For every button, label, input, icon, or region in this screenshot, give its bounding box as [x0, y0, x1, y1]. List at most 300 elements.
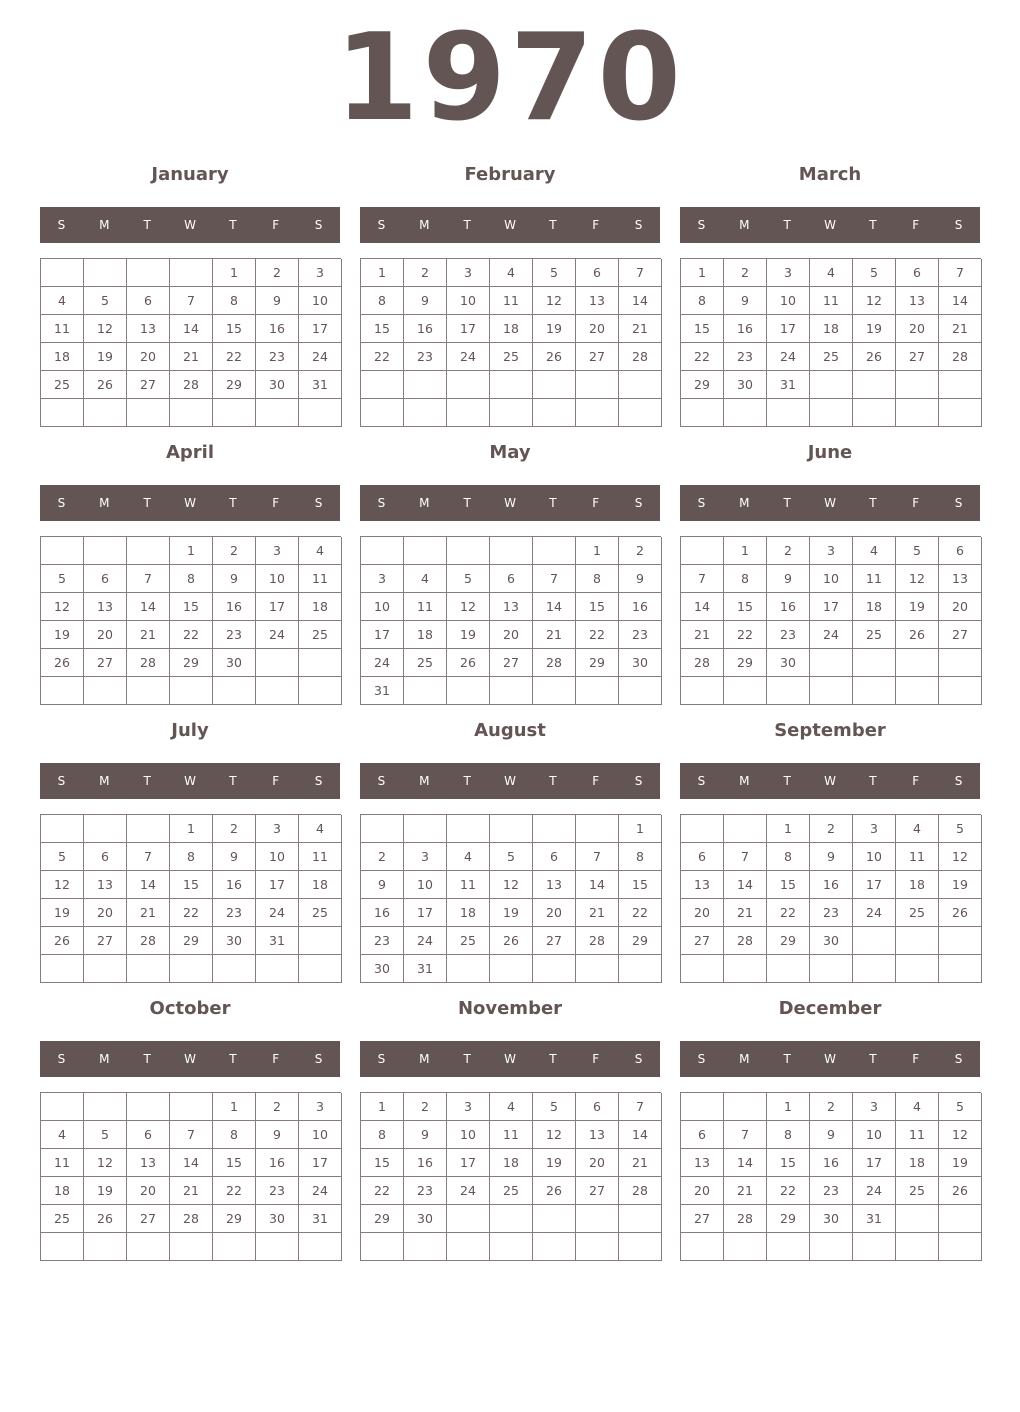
day-cell: 8	[213, 1121, 256, 1149]
weekday-label: S	[57, 218, 66, 232]
day-cell: 8	[681, 287, 724, 315]
day-cell: 6	[896, 259, 939, 287]
day-cell	[447, 677, 490, 705]
day-cell: 17	[404, 899, 447, 927]
day-cell: 22	[767, 899, 810, 927]
day-cell	[810, 677, 853, 705]
day-cell: 7	[576, 843, 619, 871]
day-cell	[681, 1093, 724, 1121]
day-cell: 2	[256, 259, 299, 287]
weekday-label: T	[783, 496, 791, 510]
weekday-header	[40, 207, 340, 243]
day-cell: 18	[404, 621, 447, 649]
day-cell	[939, 677, 982, 705]
weekday-header	[40, 485, 340, 521]
year-title: 1970	[335, 9, 685, 148]
day-cell: 14	[939, 287, 982, 315]
day-cell: 29	[213, 1205, 256, 1233]
day-cell: 20	[84, 621, 127, 649]
day-cell: 29	[619, 927, 662, 955]
day-cell	[681, 537, 724, 565]
day-cell: 29	[213, 371, 256, 399]
day-cell: 25	[404, 649, 447, 677]
day-cell: 31	[853, 1205, 896, 1233]
day-cell: 24	[767, 343, 810, 371]
day-cell: 1	[170, 537, 213, 565]
weekday-label: T	[143, 218, 151, 232]
day-cell	[896, 955, 939, 983]
day-cell: 11	[490, 287, 533, 315]
day-cell: 16	[619, 593, 662, 621]
day-cell: 22	[361, 343, 404, 371]
weekday-label: T	[229, 218, 237, 232]
weekday-label: S	[954, 496, 963, 510]
day-cell: 30	[619, 649, 662, 677]
day-cell: 27	[127, 1205, 170, 1233]
day-cell: 30	[213, 649, 256, 677]
day-cell	[299, 399, 342, 427]
day-grid	[360, 814, 661, 983]
day-cell: 4	[41, 287, 84, 315]
day-cell: 18	[41, 343, 84, 371]
day-cell: 6	[84, 843, 127, 871]
day-cell: 27	[490, 649, 533, 677]
day-cell	[533, 815, 576, 843]
day-cell: 21	[724, 899, 767, 927]
day-cell	[84, 399, 127, 427]
day-cell: 17	[361, 621, 404, 649]
day-cell	[127, 399, 170, 427]
day-cell: 21	[170, 343, 213, 371]
weekday-label: S	[697, 1052, 706, 1066]
day-cell	[404, 1233, 447, 1261]
day-cell: 29	[681, 371, 724, 399]
day-cell: 9	[619, 565, 662, 593]
day-cell: 9	[810, 1121, 853, 1149]
day-cell	[127, 259, 170, 287]
day-cell: 6	[127, 287, 170, 315]
day-cell	[41, 677, 84, 705]
day-cell	[853, 371, 896, 399]
day-cell: 16	[213, 871, 256, 899]
day-grid	[680, 258, 981, 427]
day-cell: 30	[256, 1205, 299, 1233]
day-cell: 14	[619, 1121, 662, 1149]
day-cell	[939, 399, 982, 427]
weekday-label: F	[272, 496, 280, 510]
day-cell: 25	[490, 343, 533, 371]
day-cell: 26	[84, 1205, 127, 1233]
day-cell: 24	[447, 343, 490, 371]
weekday-label: F	[912, 774, 920, 788]
day-cell: 23	[404, 1177, 447, 1205]
weekday-label: M	[99, 496, 110, 510]
day-cell: 2	[213, 537, 256, 565]
day-cell: 7	[127, 843, 170, 871]
day-cell	[127, 1093, 170, 1121]
day-cell: 18	[447, 899, 490, 927]
day-cell: 27	[84, 927, 127, 955]
day-cell: 6	[533, 843, 576, 871]
weekday-label: T	[783, 774, 791, 788]
day-cell: 13	[576, 1121, 619, 1149]
day-cell: 12	[533, 287, 576, 315]
day-cell: 9	[213, 843, 256, 871]
weekday-label: S	[377, 496, 386, 510]
day-cell: 19	[490, 899, 533, 927]
day-cell: 9	[767, 565, 810, 593]
day-cell: 25	[896, 1177, 939, 1205]
day-cell: 4	[896, 1093, 939, 1121]
month-name: August	[474, 720, 546, 741]
day-cell: 23	[810, 1177, 853, 1205]
day-cell: 6	[681, 843, 724, 871]
day-cell	[361, 537, 404, 565]
day-cell	[896, 1205, 939, 1233]
day-cell: 24	[299, 343, 342, 371]
day-cell: 15	[213, 315, 256, 343]
weekday-label: T	[869, 496, 877, 510]
weekday-label: F	[272, 1052, 280, 1066]
day-cell: 9	[256, 287, 299, 315]
day-cell	[681, 399, 724, 427]
day-cell	[127, 955, 170, 983]
weekday-label: T	[869, 1052, 877, 1066]
day-cell: 15	[681, 315, 724, 343]
day-cell	[447, 815, 490, 843]
day-cell: 21	[127, 621, 170, 649]
weekday-label: T	[549, 496, 557, 510]
day-cell: 4	[447, 843, 490, 871]
day-cell	[41, 955, 84, 983]
day-cell	[84, 815, 127, 843]
weekday-label: S	[377, 774, 386, 788]
day-cell	[533, 371, 576, 399]
day-cell: 26	[41, 927, 84, 955]
day-cell: 1	[767, 1093, 810, 1121]
day-cell	[619, 677, 662, 705]
day-cell: 21	[170, 1177, 213, 1205]
day-cell: 6	[681, 1121, 724, 1149]
day-cell: 30	[256, 371, 299, 399]
day-cell: 13	[939, 565, 982, 593]
day-cell: 10	[767, 287, 810, 315]
day-cell: 22	[724, 621, 767, 649]
day-cell	[681, 955, 724, 983]
month-name: September	[774, 720, 886, 741]
day-cell: 24	[853, 1177, 896, 1205]
month-name: November	[457, 998, 563, 1019]
day-cell	[533, 677, 576, 705]
day-cell	[490, 537, 533, 565]
day-cell	[533, 399, 576, 427]
day-cell: 24	[256, 899, 299, 927]
day-cell: 17	[299, 1149, 342, 1177]
day-cell: 13	[533, 871, 576, 899]
day-cell	[299, 677, 342, 705]
day-cell: 27	[681, 927, 724, 955]
day-cell: 20	[127, 1177, 170, 1205]
day-cell: 31	[299, 1205, 342, 1233]
day-cell: 2	[256, 1093, 299, 1121]
day-cell: 3	[767, 259, 810, 287]
day-cell: 5	[41, 843, 84, 871]
day-cell: 23	[213, 899, 256, 927]
day-cell: 5	[896, 537, 939, 565]
day-cell: 30	[810, 927, 853, 955]
day-cell	[170, 1233, 213, 1261]
day-cell: 8	[619, 843, 662, 871]
weekday-label: M	[419, 774, 430, 788]
day-cell: 10	[361, 593, 404, 621]
day-cell	[170, 259, 213, 287]
day-cell: 11	[41, 1149, 84, 1177]
day-cell	[490, 399, 533, 427]
day-cell: 10	[447, 287, 490, 315]
day-cell: 10	[299, 1121, 342, 1149]
day-cell: 1	[213, 1093, 256, 1121]
day-cell: 11	[896, 1121, 939, 1149]
weekday-label: S	[697, 496, 706, 510]
day-cell	[724, 1093, 767, 1121]
weekday-label: M	[739, 774, 750, 788]
day-cell	[896, 649, 939, 677]
day-cell: 23	[256, 343, 299, 371]
month-name: March	[798, 164, 862, 185]
day-cell	[939, 1233, 982, 1261]
day-cell	[939, 649, 982, 677]
day-cell: 26	[939, 899, 982, 927]
month-name: January	[151, 164, 229, 185]
day-cell: 13	[127, 315, 170, 343]
day-cell: 18	[490, 1149, 533, 1177]
day-cell: 2	[619, 537, 662, 565]
day-cell	[576, 1205, 619, 1233]
day-cell: 14	[127, 593, 170, 621]
weekday-label: M	[99, 1052, 110, 1066]
day-cell: 12	[84, 315, 127, 343]
day-cell: 7	[170, 287, 213, 315]
day-cell: 27	[576, 1177, 619, 1205]
day-cell: 13	[896, 287, 939, 315]
day-cell: 3	[853, 815, 896, 843]
weekday-label: T	[869, 774, 877, 788]
day-grid	[40, 536, 341, 705]
day-cell: 13	[127, 1149, 170, 1177]
day-cell: 5	[84, 1121, 127, 1149]
day-cell: 15	[170, 871, 213, 899]
day-grid	[360, 536, 661, 705]
day-cell: 16	[256, 1149, 299, 1177]
day-cell: 9	[810, 843, 853, 871]
day-cell: 19	[447, 621, 490, 649]
day-cell	[170, 677, 213, 705]
day-cell	[576, 399, 619, 427]
day-cell: 7	[127, 565, 170, 593]
day-cell	[127, 815, 170, 843]
day-cell: 27	[939, 621, 982, 649]
day-cell: 28	[127, 927, 170, 955]
day-cell: 8	[767, 1121, 810, 1149]
day-grid	[680, 536, 981, 705]
day-cell	[84, 677, 127, 705]
month-name: April	[165, 442, 215, 463]
day-cell	[810, 649, 853, 677]
day-cell: 10	[853, 843, 896, 871]
day-cell	[853, 677, 896, 705]
day-cell: 11	[896, 843, 939, 871]
day-cell: 3	[447, 1093, 490, 1121]
day-cell: 9	[256, 1121, 299, 1149]
day-cell	[619, 1205, 662, 1233]
day-cell	[896, 371, 939, 399]
day-cell: 31	[404, 955, 447, 983]
day-cell: 5	[939, 815, 982, 843]
day-cell: 6	[576, 259, 619, 287]
day-cell: 7	[724, 843, 767, 871]
day-cell: 5	[853, 259, 896, 287]
day-cell	[41, 399, 84, 427]
day-cell: 19	[853, 315, 896, 343]
day-cell: 8	[170, 565, 213, 593]
day-cell: 24	[404, 927, 447, 955]
day-cell	[447, 955, 490, 983]
day-cell: 21	[576, 899, 619, 927]
day-cell	[84, 1093, 127, 1121]
day-cell: 15	[361, 315, 404, 343]
day-cell: 25	[299, 621, 342, 649]
day-cell	[361, 1233, 404, 1261]
day-cell: 11	[853, 565, 896, 593]
day-cell	[576, 1233, 619, 1261]
day-cell: 31	[767, 371, 810, 399]
day-cell	[213, 1233, 256, 1261]
day-cell: 3	[810, 537, 853, 565]
day-cell: 7	[170, 1121, 213, 1149]
day-cell: 19	[939, 1149, 982, 1177]
weekday-label: F	[912, 496, 920, 510]
day-cell	[619, 955, 662, 983]
weekday-label: T	[463, 496, 471, 510]
day-cell: 25	[896, 899, 939, 927]
day-cell: 2	[810, 815, 853, 843]
day-cell: 24	[361, 649, 404, 677]
day-cell: 2	[404, 1093, 447, 1121]
day-cell	[939, 955, 982, 983]
day-cell: 24	[853, 899, 896, 927]
day-cell: 17	[447, 1149, 490, 1177]
day-cell: 19	[84, 343, 127, 371]
day-cell: 16	[767, 593, 810, 621]
day-cell: 15	[361, 1149, 404, 1177]
weekday-label: T	[549, 218, 557, 232]
day-cell	[447, 371, 490, 399]
day-cell	[853, 927, 896, 955]
day-cell	[256, 649, 299, 677]
day-cell: 29	[361, 1205, 404, 1233]
day-cell: 7	[619, 259, 662, 287]
day-cell: 2	[404, 259, 447, 287]
day-grid	[360, 258, 661, 427]
day-cell: 13	[84, 593, 127, 621]
day-cell: 17	[767, 315, 810, 343]
weekday-label: S	[954, 1052, 963, 1066]
day-cell: 13	[84, 871, 127, 899]
day-cell: 30	[404, 1205, 447, 1233]
day-cell: 15	[213, 1149, 256, 1177]
day-cell	[533, 1233, 576, 1261]
day-cell: 22	[170, 899, 213, 927]
day-cell	[810, 371, 853, 399]
day-cell: 1	[213, 259, 256, 287]
day-cell: 29	[170, 927, 213, 955]
day-cell: 10	[404, 871, 447, 899]
day-cell: 9	[724, 287, 767, 315]
day-cell: 28	[170, 1205, 213, 1233]
day-cell: 18	[41, 1177, 84, 1205]
day-cell: 14	[170, 1149, 213, 1177]
day-cell	[724, 399, 767, 427]
weekday-label: F	[592, 496, 600, 510]
weekday-label: F	[272, 774, 280, 788]
day-cell: 14	[170, 315, 213, 343]
weekday-label: F	[912, 1052, 920, 1066]
day-cell: 25	[299, 899, 342, 927]
day-cell: 10	[256, 565, 299, 593]
day-cell: 26	[447, 649, 490, 677]
day-cell: 18	[896, 871, 939, 899]
day-cell: 16	[213, 593, 256, 621]
day-cell: 29	[767, 1205, 810, 1233]
day-cell: 10	[447, 1121, 490, 1149]
weekday-label: W	[824, 1052, 836, 1066]
day-cell: 14	[533, 593, 576, 621]
day-cell: 12	[853, 287, 896, 315]
weekday-label: S	[697, 774, 706, 788]
day-cell: 16	[404, 315, 447, 343]
day-cell: 2	[213, 815, 256, 843]
day-cell: 29	[576, 649, 619, 677]
weekday-label: T	[229, 1052, 237, 1066]
day-cell	[490, 1233, 533, 1261]
day-cell	[404, 815, 447, 843]
day-cell: 7	[681, 565, 724, 593]
day-cell: 12	[41, 871, 84, 899]
weekday-label: S	[314, 774, 323, 788]
day-cell: 1	[170, 815, 213, 843]
day-cell: 25	[447, 927, 490, 955]
day-cell	[767, 399, 810, 427]
day-cell: 22	[619, 899, 662, 927]
day-cell: 14	[619, 287, 662, 315]
weekday-label: T	[229, 496, 237, 510]
day-cell: 8	[170, 843, 213, 871]
day-cell	[84, 1233, 127, 1261]
weekday-label: T	[869, 218, 877, 232]
day-cell	[853, 955, 896, 983]
day-cell	[724, 1233, 767, 1261]
weekday-label: S	[57, 774, 66, 788]
day-cell: 10	[299, 287, 342, 315]
weekday-label: W	[504, 496, 516, 510]
day-cell: 23	[213, 621, 256, 649]
day-cell: 1	[724, 537, 767, 565]
day-cell	[404, 371, 447, 399]
day-cell	[619, 399, 662, 427]
day-cell: 12	[84, 1149, 127, 1177]
day-cell: 13	[681, 871, 724, 899]
weekday-label: S	[377, 218, 386, 232]
